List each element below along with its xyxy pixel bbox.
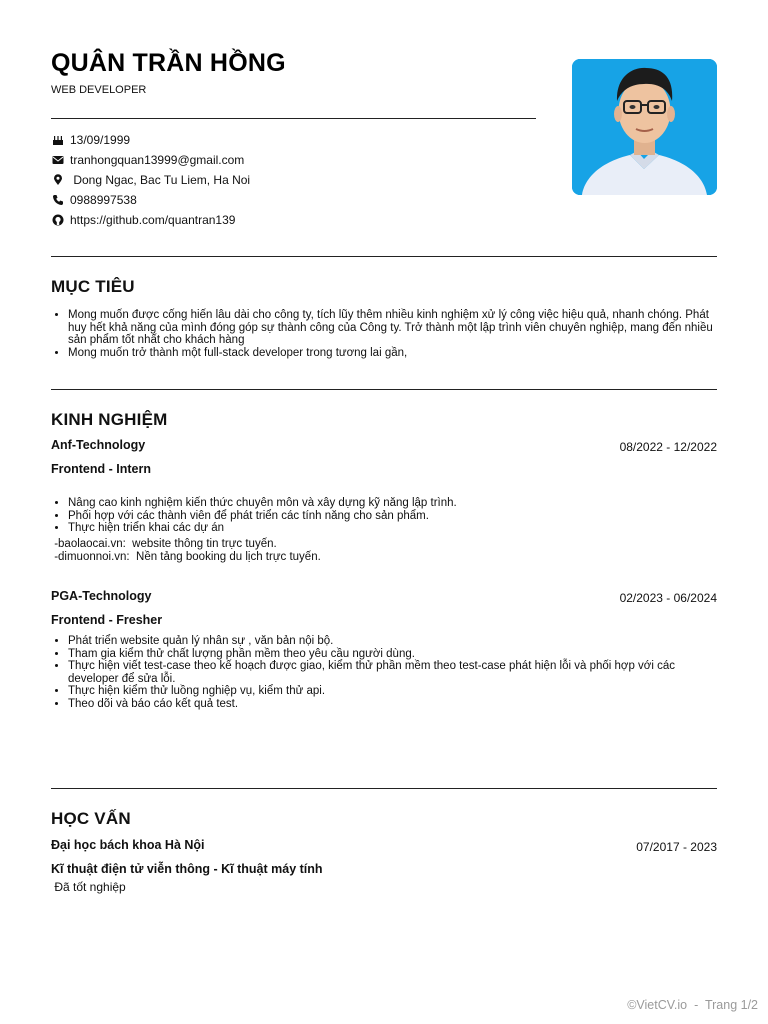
objective-list — [51, 309, 719, 359]
phone-icon — [51, 193, 65, 207]
job-date: 08/2022 - 12/2022 — [619, 440, 717, 454]
envelope-icon — [51, 153, 65, 167]
profile-photo — [572, 59, 717, 195]
contact-text: 13/09/1999 — [70, 133, 131, 147]
contact-email[interactable] — [51, 150, 250, 170]
list-item: • Thực hiện viết test-case theo kế hoạch được giao, kiểm thử phần mềm theo test-case phát hiện lỗi và phối hợp với các developer để sửa lỗi. — [68, 660, 719, 685]
section-divider — [51, 788, 717, 789]
birthday-cake-icon — [51, 133, 65, 147]
objective-title: MỤC TIÊU — [51, 277, 135, 296]
contact-text[interactable]: https://github.com/quantran139 — [70, 213, 236, 227]
list-item: • Mong muốn trở thành một full-stack developer trong tương lai gần, — [68, 347, 719, 360]
list-item: • Phối hợp với các thành viên để phát triển các tính năng cho sản phẩm. — [68, 510, 719, 523]
job-duties — [51, 497, 719, 535]
education-title: HỌC VẤN — [51, 809, 131, 828]
section-divider — [51, 256, 717, 257]
job-position: Frontend - Intern — [51, 462, 151, 476]
job-duties — [51, 635, 719, 711]
project-note: -baolaocai.vn: website thông tin trực tuyến. — [51, 538, 277, 550]
contact-address — [51, 170, 250, 190]
job-position: Frontend - Fresher — [51, 613, 163, 627]
list-item: • Nâng cao kinh nghiệm kiến thức chuyên môn và xây dựng kỹ năng lập trình. — [68, 497, 719, 510]
list-item: • Phát triển website quản lý nhân sự , văn bản nội bộ. — [68, 635, 719, 648]
project-note: -dimuonnoi.vn: Nền tảng booking du lịch trực tuyến. — [51, 551, 321, 563]
contact-text: Dong Ngac, Bac Tu Liem, Ha Noi — [70, 173, 251, 187]
contact-list — [51, 130, 250, 230]
list-item: • Theo dõi và báo cáo kết quả test. — [68, 698, 719, 711]
header-divider — [51, 118, 536, 119]
job-date: 02/2023 - 06/2024 — [619, 591, 717, 605]
github-icon — [51, 213, 65, 227]
contact-github[interactable] — [51, 210, 250, 230]
contact-phone[interactable] — [51, 190, 250, 210]
contact-birthday — [51, 130, 250, 150]
list-item: • Tham gia kiểm thử chất lượng phần mềm theo yêu cầu người dùng. — [68, 648, 719, 661]
education-major: Kĩ thuật điện tử viễn thông - Kĩ thuật máy tính — [51, 862, 323, 876]
experience-title: KINH NGHIỆM — [51, 410, 168, 429]
company-name: Anf-Technology — [51, 438, 146, 452]
contact-text[interactable]: 0988997538 — [70, 193, 137, 207]
map-pin-icon — [51, 173, 65, 187]
education-status: Đã tốt nghiệp — [51, 880, 126, 894]
list-item: • Mong muốn được cống hiến lâu dài cho công ty, tích lũy thêm nhiều kinh nghiệm xử lý công việc hiệu quả, nhanh chóng. Phát huy hết khả năng của mình đóng góp sự thành công của Công ty. Trở thành một lập trình viên chuyên nghiệp, mang đến nhiều sản phẩm tốt nhất cho khách hàng — [68, 309, 719, 347]
contact-text[interactable]: tranhongquan13999@gmail.com — [70, 153, 245, 167]
education-date: 07/2017 - 2023 — [636, 840, 717, 854]
section-divider — [51, 389, 717, 390]
candidate-name: QUÂN TRẦN HỒNG — [51, 49, 286, 77]
job-title: WEB DEVELOPER — [51, 84, 147, 96]
list-item: • Thực hiện kiểm thử luồng nghiệp vụ, kiểm thử api. — [68, 685, 719, 698]
company-name: PGA-Technology — [51, 589, 152, 603]
list-item: • Thực hiện triển khai các dự án — [68, 522, 719, 535]
school-name: Đại học bách khoa Hà Nội — [51, 838, 205, 852]
page-footer: ©VietCV.io - Trang 1/2 — [627, 998, 758, 1012]
